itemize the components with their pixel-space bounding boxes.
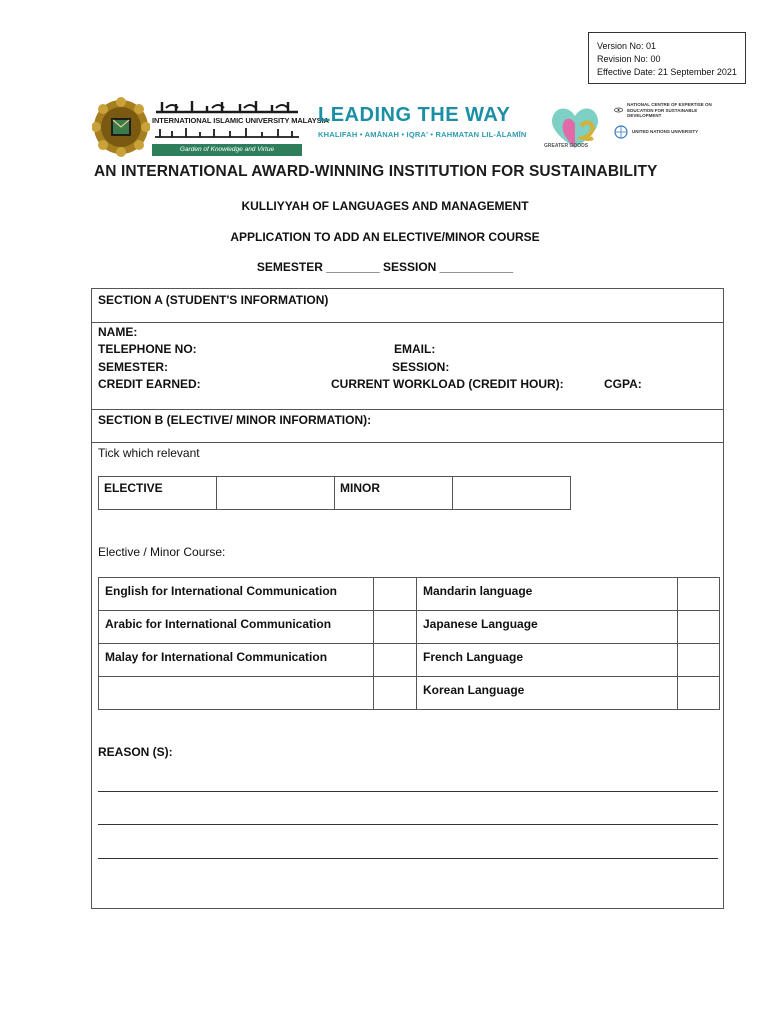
minor-checkbox[interactable] <box>453 477 571 510</box>
rce-logo-icon <box>614 105 623 115</box>
divider <box>92 442 723 443</box>
elective-minor-tick-table <box>98 476 571 510</box>
version-info-box <box>588 32 746 84</box>
course-checkbox[interactable] <box>374 644 417 677</box>
tick-instruction: Tick which relevant <box>98 446 200 460</box>
course-checkbox[interactable] <box>678 677 720 710</box>
course-arabic: Arabic for International Communication <box>99 611 374 644</box>
session-field[interactable]: SESSION: <box>392 360 450 374</box>
letterhead <box>92 96 732 160</box>
elective-checkbox[interactable] <box>217 477 335 510</box>
reason-line-1[interactable] <box>98 791 718 792</box>
section-b-heading: SECTION B (ELECTIVE/ MINOR INFORMATION): <box>98 413 372 427</box>
kulliyyah-title: KULLIYYAH OF LANGUAGES AND MANAGEMENT <box>241 199 529 213</box>
course-english: English for International Communication <box>99 578 374 611</box>
email-field[interactable]: EMAIL: <box>394 342 436 356</box>
university-motto: Garden of Knowledge and Virtue <box>152 144 302 156</box>
reason-label: REASON (S): <box>98 745 173 759</box>
credit-earned-field[interactable]: CREDIT EARNED: <box>98 377 201 391</box>
divider <box>92 322 723 323</box>
course-malay: Malay for International Communication <box>99 644 374 677</box>
divider <box>92 409 723 410</box>
heart-logo-caption: GREATER GOODS <box>544 143 589 149</box>
course-french: French Language <box>417 644 678 677</box>
course-table <box>98 577 720 710</box>
course-checkbox[interactable] <box>678 644 720 677</box>
rce-text: NATIONAL CENTRE OF EXPERTISE ON EDUCATION FOR SUSTAINABLE DEVELOPMENT <box>627 102 712 118</box>
section-a-heading: SECTION A (STUDENT'S INFORMATION) <box>98 293 329 307</box>
table-row <box>99 578 720 611</box>
table-row <box>99 611 720 644</box>
application-form <box>91 288 724 909</box>
reason-line-3[interactable] <box>98 858 718 859</box>
university-crest-icon <box>92 96 150 158</box>
elective-label: ELECTIVE <box>99 477 217 510</box>
current-workload-field[interactable]: CURRENT WORKLOAD (CREDIT HOUR): <box>331 377 564 391</box>
revision-number: Revision No: 00 <box>597 54 661 64</box>
course-checkbox[interactable] <box>678 611 720 644</box>
reason-line-2[interactable] <box>98 824 718 825</box>
table-row <box>99 677 720 710</box>
semester-field[interactable]: SEMESTER: <box>98 360 169 374</box>
university-name: INTERNATIONAL ISLAMIC UNIVERSITY MALAYSIA <box>152 116 329 125</box>
course-mandarin: Mandarin language <box>417 578 678 611</box>
course-empty <box>99 677 374 710</box>
course-japanese: Japanese Language <box>417 611 678 644</box>
course-checkbox[interactable] <box>374 611 417 644</box>
version-number: Version No: 01 <box>597 41 657 51</box>
course-checkbox[interactable] <box>374 578 417 611</box>
tagline: AN INTERNATIONAL AWARD-WINNING INSTITUTION FOR SUSTAINABILITY <box>94 163 658 180</box>
arabic-name-graphic <box>152 98 302 116</box>
campaign-title: LEADING THE WAY <box>318 104 511 126</box>
table-row <box>99 644 720 677</box>
course-checkbox[interactable] <box>678 578 720 611</box>
course-checkbox[interactable] <box>374 677 417 710</box>
course-label: Elective / Minor Course: <box>98 545 226 559</box>
minor-label: MINOR <box>335 477 453 510</box>
course-korean: Korean Language <box>417 677 678 710</box>
effective-date: Effective Date: 21 September 2021 <box>597 67 737 77</box>
un-university-text: UNITED NATIONS UNIVERSITY <box>632 128 699 134</box>
application-title: APPLICATION TO ADD AN ELECTIVE/MINOR COURSE <box>230 230 540 244</box>
name-field[interactable]: NAME: <box>98 325 138 339</box>
semester-session-line[interactable]: SEMESTER ________ SESSION ___________ <box>256 260 514 274</box>
campaign-values: KHALIFAH • AMĀNAH • IQRA' • RAHMATAN LIL-ĀLAMĪN <box>318 130 527 139</box>
cgpa-field[interactable]: CGPA: <box>604 377 642 391</box>
jawi-name-graphic <box>152 126 302 140</box>
telephone-field[interactable]: TELEPHONE NO: <box>98 342 197 356</box>
un-emblem-icon <box>614 125 628 139</box>
partner-logos <box>614 102 724 156</box>
